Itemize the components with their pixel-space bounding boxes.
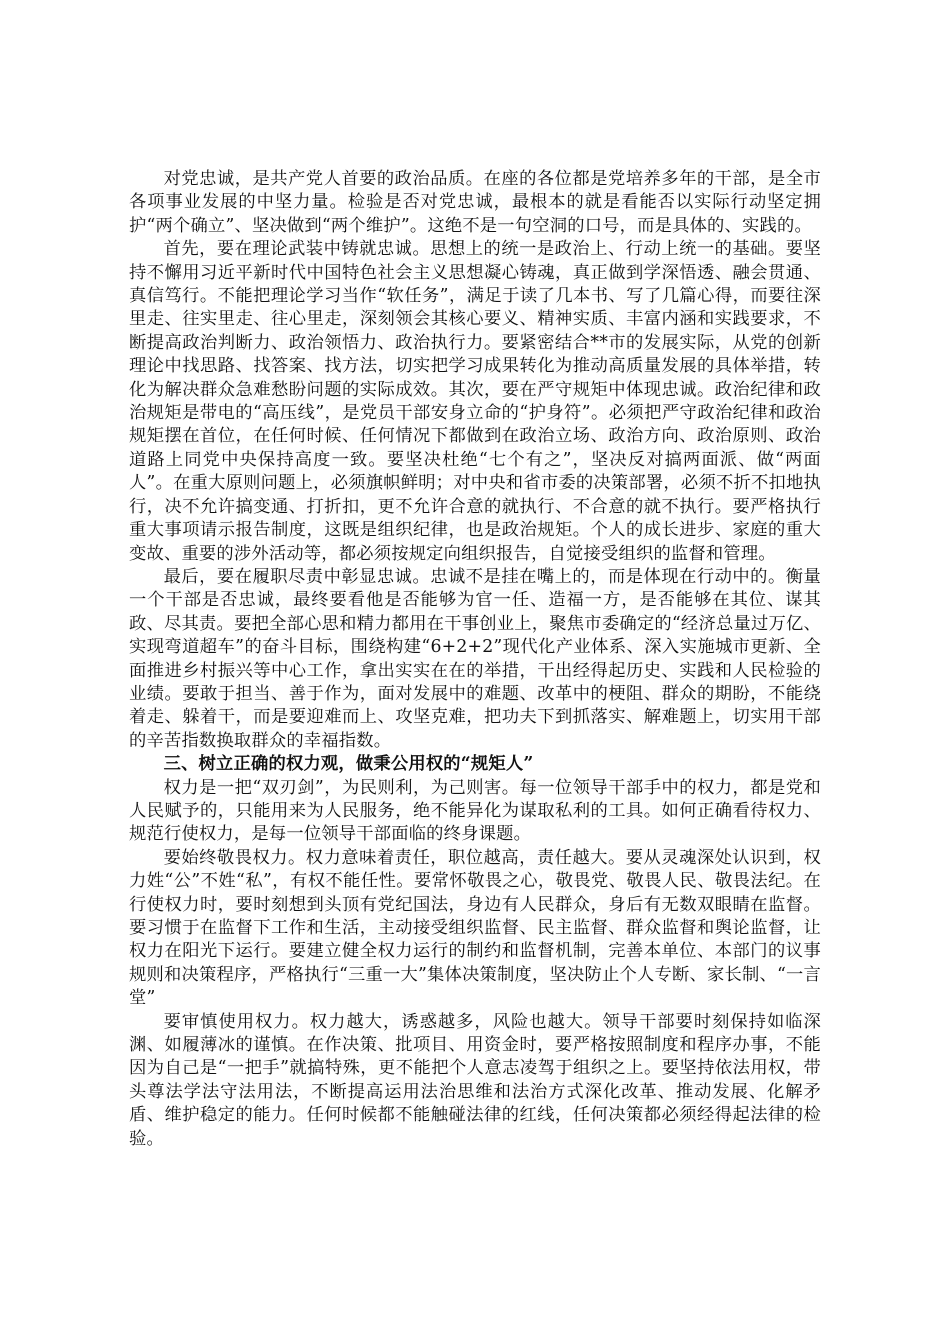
section-heading-power: 三、树立正确的权力观，做秉公用权的“规矩人” <box>163 754 534 775</box>
paragraph-theory-and-rules: 首先，要在理论武装中铸就忠诚。思想上的统一是政治上、行动上统一的基础。要坚持不懈用习近平新时代中国特色社会主义思想凝心铸魂，真正做到学深悟透、融会贯通、真信笃行。不能把理论学习当作“软任务”，满足于读了几本书、写了几篇心得，而要往深里走、往实里走、往心里走，深刻领会其核心要义、精神实质、丰富内涵和实践要求，不断提高政治判断力、政治领悟力、政治执行力。要紧密结合**市的发展实际，从党的创新理论中找思路、找答案、找方法，切实把学习成果转化为推动高质量发展的具体举措，转化为解决群众急难愁盼问题的实际成效。其次，要在严守规矩中体现忠诚。政治纪律和政治规矩是带电的“高压线”，是党员干部安身立命的“护身符”。必须把严守政治纪律和政治规矩摆在首位，在任何时候、任何情况下都做到在政治立场、政治方向、政治原则、政治道路上同党中央保持高度一致。要坚决杜绝“七个有之”，坚决反对搞两面派、做“两面人”。在重大原则问题上，必须旗帜鲜明；对中央和省市委的决策部署，必须不折不扣地执行，决不允许搞变通、打折扣，更不允许合意的就执行、不合意的就不执行。要严格执行重大事项请示报告制度，这既是组织纪律，也是政治规矩。个人的成长进步、家庭的重大变故、重要的涉外活动等，都必须按规定向组织报告，自觉接受组织的监督和管理。 <box>129 239 821 564</box>
paragraph-power-intro: 权力是一把“双刃剑”，为民则利，为己则害。每一位领导干部手中的权力，都是党和人民赋予的，只能用来为人民服务，绝不能异化为谋取私利的工具。如何正确看待权力、规范行使权力，是每一位领导干部面临的终身课题。 <box>129 777 821 845</box>
paragraph-loyalty-intro: 对党忠诚，是共产党人首要的政治品质。在座的各位都是党培养多年的干部，是全市各项事业发展的中坚力量。检验是否对党忠诚，最根本的就是看能否以实际行动坚定拥护“两个确立”、坚决做到“两个维护”。这绝不是一句空洞的口号，而是具体的、实践的。 <box>129 169 821 236</box>
document-body <box>129 168 821 1151</box>
paragraph-duty: 最后，要在履职尽责中彰显忠诚。忠诚不是挂在嘴上的，而是体现在行动中的。衡量一个干部是否忠诚，最终要看他是否能够为官一任、造福一方，是否能够在其位、谋其政、尽其责。要把全部心思和精力都用在干事创业上，聚焦市委确定的“经济总量过万亿、实现弯道超车”的奋斗目标，围绕构建“6+2+2”现代化产业体系、深入实施城市更新、全面推进乡村振兴等中心工作，拿出实实在在的举措，干出经得起历史、实践和人民检验的业绩。要敢于担当、善于作为，面对发展中的难题、改革中的梗阻、群众的期盼，不能绕着走、躲着干，而是要迎难而上、攻坚克难，把功夫下到抓落实、解难题上，切实用干部的辛苦指数换取群众的幸福指数。 <box>129 566 821 751</box>
paragraph-prudent-power: 要审慎使用权力。权力越大，诱惑越多，风险也越大。领导干部要时刻保持如临深渊、如履薄冰的谨慎。在作决策、批项目、用资金时，要严格按照制度和程序办事，不能因为自己是“一把手”就搞特殊，更不能把个人意志凌驾于组织之上。要坚持依法用权，带头尊法学法守法用法，不断提高运用法治思维和法治方式深化改革、推动发展、化解矛盾、维护稳定的能力。任何时候都不能触碰法律的红线，任何决策都必须经得起法律的检验。 <box>129 1011 821 1149</box>
paragraph-revere-power: 要始终敬畏权力。权力意味着责任，职位越高，责任越大。要从灵魂深处认识到，权力姓“公”不姓“私”，有权不能任性。要常怀敬畏之心，敬畏党、敬畏人民、敬畏法纪。在行使权力时，要时刻想到头顶有党纪国法，身边有人民群众，身后有无数双眼睛在监督。要习惯于在监督下工作和生活，主动接受组织监督、民主监督、群众监督和舆论监督，让权力在阳光下运行。要建立健全权力运行的制约和监督机制，完善本单位、本部门的议事规则和决策程序，严格执行“三重一大”集体决策制度，坚决防止个人专断、家长制、“一言堂” <box>129 847 821 1009</box>
